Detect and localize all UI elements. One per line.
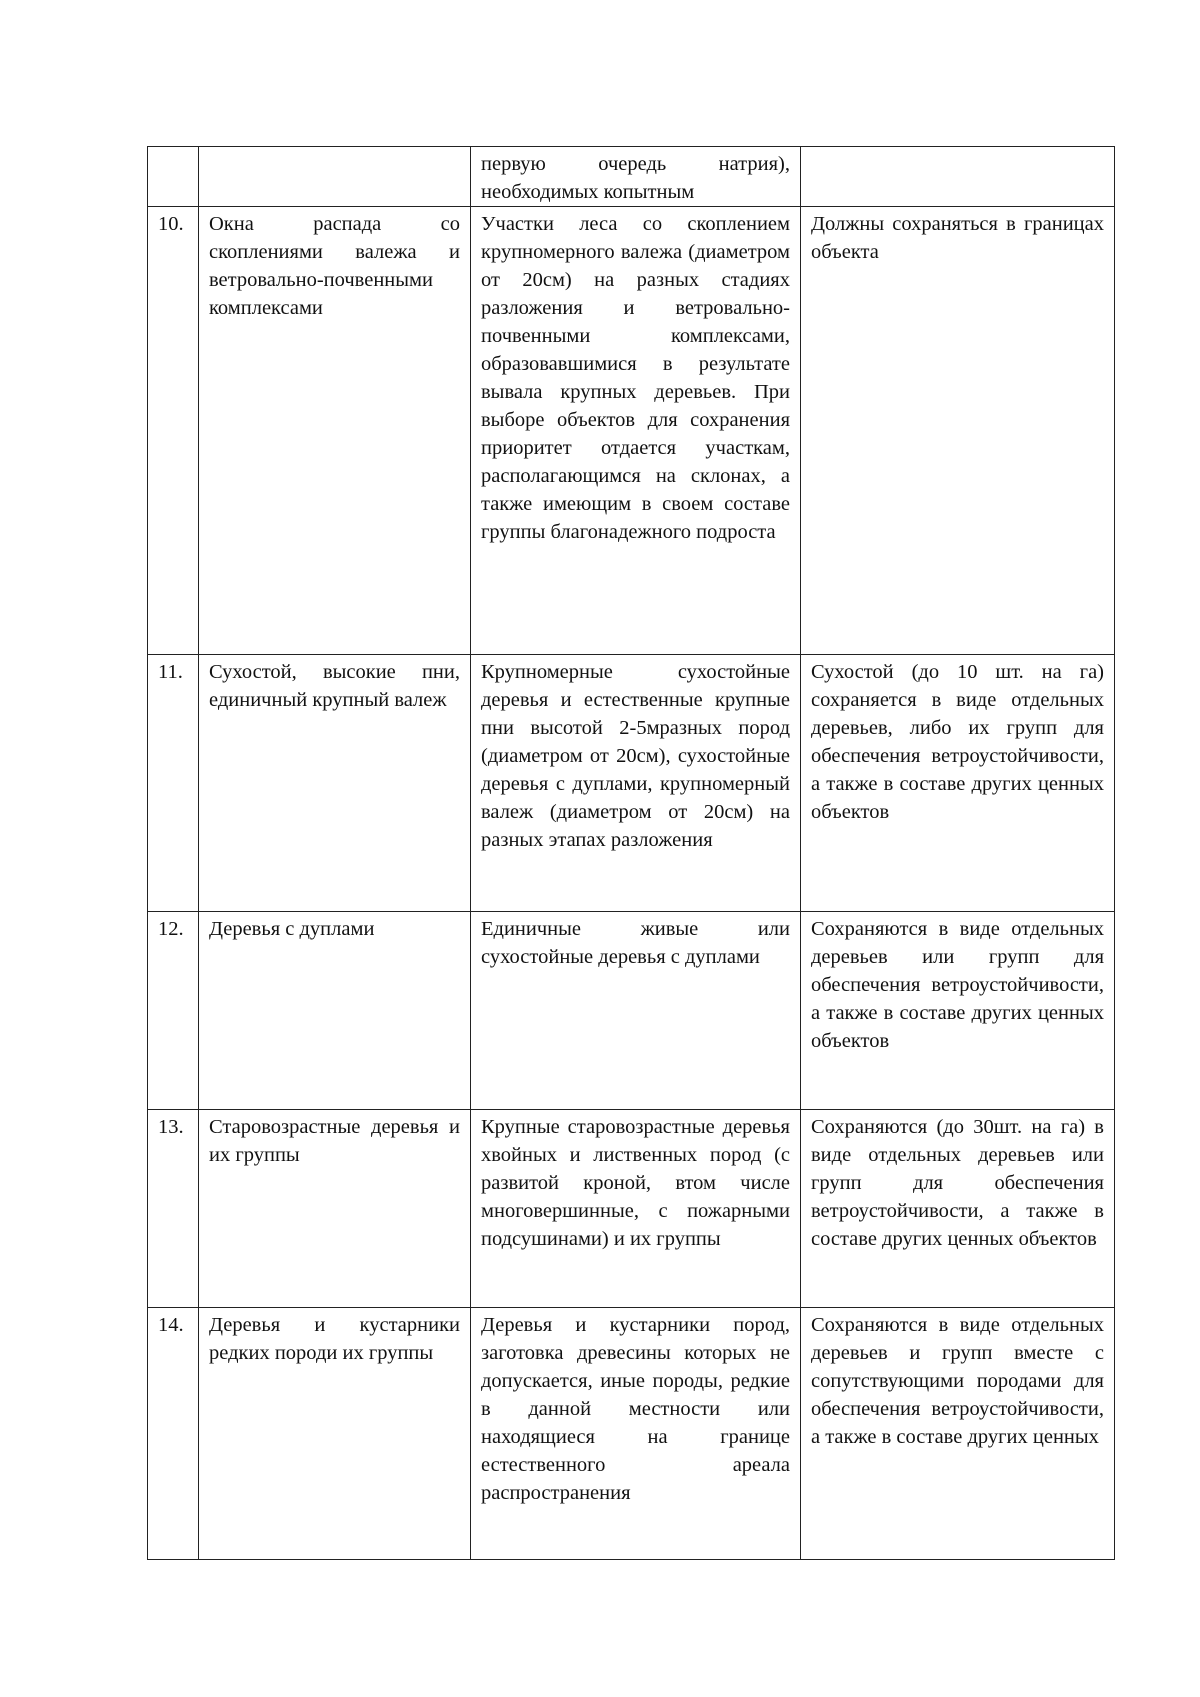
table-row bbox=[148, 1110, 1115, 1308]
object-description: Деревья и кустарники пород, заготовка древесины которых не допускается, иные породы, редкие в данной местности или находящиеся на границе естественного ареала распространения bbox=[471, 1308, 801, 1560]
row-number: 12. bbox=[148, 912, 199, 1110]
object-name: Деревья с дуплами bbox=[199, 912, 471, 1110]
preservation-rule: Сохраняются в виде отдельных деревьев или групп для обеспечения ветроустойчивости, а также в составе других ценных объектов bbox=[801, 912, 1115, 1110]
table-row bbox=[148, 1308, 1115, 1560]
table-row bbox=[148, 147, 1115, 207]
row-number: 13. bbox=[148, 1110, 199, 1308]
row-number: 11. bbox=[148, 655, 199, 912]
object-description: Единичные живые или сухостойные деревья с дуплами bbox=[471, 912, 801, 1110]
table-row bbox=[148, 912, 1115, 1110]
object-name: Сухостой, высокие пни, единичный крупный валеж bbox=[199, 655, 471, 912]
table-row bbox=[148, 207, 1115, 655]
object-name: Старовозрастные деревья и их группы bbox=[199, 1110, 471, 1308]
preservation-rule: Должны сохраняться в границах объекта bbox=[801, 207, 1115, 655]
object-name: Окна распада со скоплениями валежа и ветровально-почвенными комплексами bbox=[199, 207, 471, 655]
object-description: Крупномерные сухостойные деревья и естественные крупные пни высотой 2-5мразных пород (диаметром от 20см), сухостойные деревья с дуплами, крупномерный валеж (диаметром от 20см) на разных этапах разложения bbox=[471, 655, 801, 912]
preservation-rule: Сохраняются в виде отдельных деревьев и групп вместе с сопутствующими породами для обеспечения ветроустойчивости, а также в составе других ценных bbox=[801, 1308, 1115, 1560]
object-description: Крупные старовозрастные деревья хвойных и лиственных пород (с развитой кроной, втом числе многовершинные, с пожарными подсушинами) и их группы bbox=[471, 1110, 801, 1308]
row-number: 10. bbox=[148, 207, 199, 655]
object-description: Участки леса со скоплением крупномерного валежа (диаметром от 20см) на разных стадиях разложения и ветровально-почвенными комплексами, образовавшимися в результате вывала крупных деревьев. При выборе объектов для сохранения приоритет отдается участкам, располагающимся на склонах, а также имеющим в своем составе группы благонадежного подроста bbox=[471, 207, 801, 655]
object-name bbox=[199, 147, 471, 207]
preservation-rule bbox=[801, 147, 1115, 207]
object-description: первую очередь натрия), необходимых копытным bbox=[471, 147, 801, 207]
table-row bbox=[148, 655, 1115, 912]
object-name: Деревья и кустарники редких породи их группы bbox=[199, 1308, 471, 1560]
row-number: 14. bbox=[148, 1308, 199, 1560]
protected-objects-table bbox=[147, 146, 1115, 1560]
row-number bbox=[148, 147, 199, 207]
preservation-rule: Сохраняются (до 30шт. на га) в виде отдельных деревьев или групп для обеспечения ветроустойчивости, а также в составе других ценных объектов bbox=[801, 1110, 1115, 1308]
preservation-rule: Сухостой (до 10 шт. на га) сохраняется в виде отдельных деревьев, либо их групп для обеспечения ветроустойчивости, а также в составе других ценных объектов bbox=[801, 655, 1115, 912]
